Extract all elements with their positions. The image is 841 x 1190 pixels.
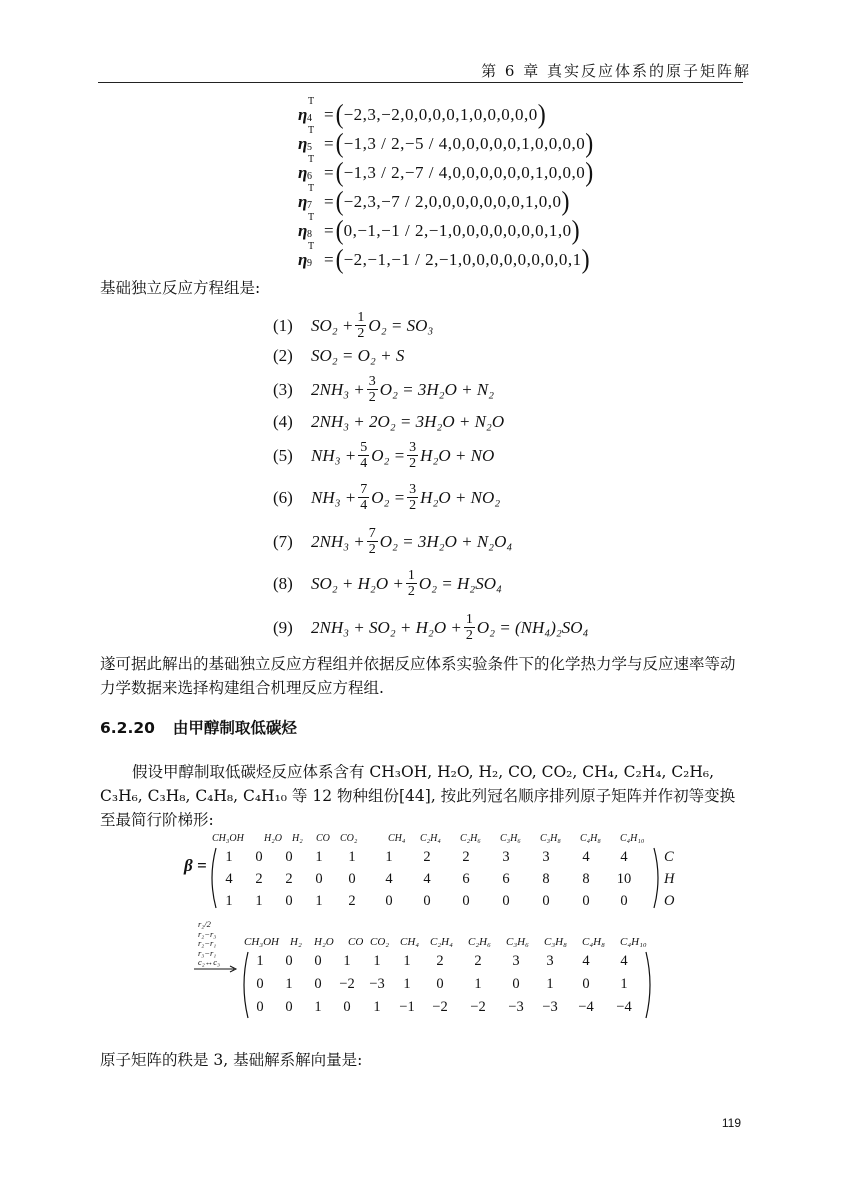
running-header: 第 6 章 真实反应体系的原子矩阵解	[481, 62, 751, 80]
matrix-row-labels: C H O	[664, 849, 675, 909]
section-title: 由甲醇制取低碳烃	[172, 719, 297, 737]
eta-values: −2,3,−7 / 2,0,0,0,0,0,0,0,1,0,0	[343, 191, 562, 211]
section-number: 6.2.20	[100, 719, 155, 737]
eta-vector: η T 5 = ( −1,3 / 2,−5 / 4,0,0,0,0,0,1,0,0,0,0 )	[298, 124, 594, 159]
eta-vector: η T 8 = ( 0,−1,−1 / 2,−1,0,0,0,0,0,0,0,1,0 )	[298, 211, 580, 246]
section-heading	[100, 716, 297, 738]
row-operations: r₂/2 r₂−r₃ r₂−r₁ r₃−r₁ c₂↔c₃	[198, 919, 220, 967]
reactions-intro: 基础独立反应方程组是:	[100, 279, 261, 297]
matrix-rref-body: 1 0 0 1 1 1 2 2 3 3 4 4 0 1 0 −2 −3 1 0 1 0 1 0 1 0 0 1 0 1 −1 −2 −2 −3 −3 −4 −4	[256, 953, 632, 1015]
reaction-equation: (6) NH₃ + $\frac{7}{4}$ O₂ = $\frac{3}{2}$ H₂O + NO₂	[273, 482, 501, 513]
matrix-column-headers: CH₃OH H₂O H₂ CO CO₂ CH₄ C₂H₄ C₂H₆ C₃H₆ C₃H₈ C₄H₈ C₄H₁₀	[212, 832, 645, 844]
reaction-equation: (4) 2NH₃ + 2O₂ = 3H₂O + N₂O	[273, 412, 505, 431]
eta-values: −1,3 / 2,−5 / 4,0,0,0,0,0,1,0,0,0,0	[343, 133, 586, 153]
reaction-equation: (8) SO₂ + H₂O + $\frac{1}{2}$ O₂ = H₂SO₄	[273, 568, 502, 599]
eta-values: −2,3,−2,0,0,0,0,1,0,0,0,0,0	[343, 104, 538, 124]
matrix-beta	[212, 830, 660, 846]
reaction-equation: (1) SO₂ + $\frac{1}{2}$ O₂ = SO₃	[273, 310, 434, 341]
page-number: 119	[721, 1116, 741, 1130]
matrix-beta-body: 1 0 0 1 1 1 2 2 3 3 4 4 4 2 2 0 0 4 4 6 6 8 8 10 1 1 0 1 2 0 0 0 0 0 0 0	[225, 848, 632, 909]
reaction-equation: (2) SO₂ = O₂ + S	[273, 346, 405, 365]
reaction-equation: (9) 2NH₃ + SO₂ + H₂O + $\frac{1}{2}$ O₂ = (NH₄)₂SO₄	[273, 612, 589, 643]
reaction-equation: (7) 2NH₃ + $\frac{7}{2}$ O₂ = 3H₂O + N₂O₄	[273, 526, 513, 557]
eta-vector: η T 9 = ( −2,−1,−1 / 2,−1,0,0,0,0,0,0,0,0,1 )	[298, 240, 590, 275]
reaction-equation: (5) NH₃ + $\frac{5}{4}$ O₂ = $\frac{3}{2}$ H₂O + NO	[273, 440, 495, 471]
eta-vector: η T 6 = ( −1,3 / 2,−7 / 4,0,0,0,0,0,0,1,0,0,0 )	[298, 153, 594, 188]
beta-symbol: β =	[184, 856, 207, 875]
rank-statement: 原子矩阵的秩是 3, 基础解系解向量是:	[100, 1051, 363, 1069]
eta-values: −2,−1,−1 / 2,−1,0,0,0,0,0,0,0,0,1	[343, 249, 582, 269]
section-paragraph: 假设甲醇制取低碳烃反应体系含有 CH₃OH, H₂O, H₂, CO, CO₂, CH₄, C₂H₄, C₂H₆, C₃H₆, C₃H₈, C₄H₈, C₄H₁₀ 等 12 物种组份[44], 按此列冠名顺序排列原子矩阵并作初等变换至最简行阶梯形:	[100, 763, 736, 829]
eta-values: −1,3 / 2,−7 / 4,0,0,0,0,0,0,1,0,0,0	[343, 162, 586, 182]
eta-vector: η T 7 = ( −2,3,−7 / 2,0,0,0,0,0,0,0,1,0,0 )	[298, 182, 570, 217]
eta-values: 0,−1,−1 / 2,−1,0,0,0,0,0,0,0,1,0	[343, 220, 572, 240]
paragraph: 遂可据此解出的基础独立反应方程组并依据反应体系实验条件下的化学热力学与反应速率等动力学数据来选择构建组合机理反应方程组.	[100, 655, 736, 697]
eta-vector-list	[298, 95, 594, 275]
matrix-rref-headers: CH₃OH H₂ H₂O CO CO₂ CH₄ C₂H₄ C₂H₆ C₃H₆ C₃H₈ C₄H₈ C₄H₁₀	[244, 936, 647, 948]
eta-vector: η T 4 = ( −2,3,−2,0,0,0,0,1,0,0,0,0,0 )	[298, 95, 546, 130]
reaction-equation: (3) 2NH₃ + $\frac{3}{2}$ O₂ = 3H₂O + N₂	[273, 374, 495, 405]
header-rule	[98, 82, 743, 83]
transform-arrow	[192, 964, 240, 974]
